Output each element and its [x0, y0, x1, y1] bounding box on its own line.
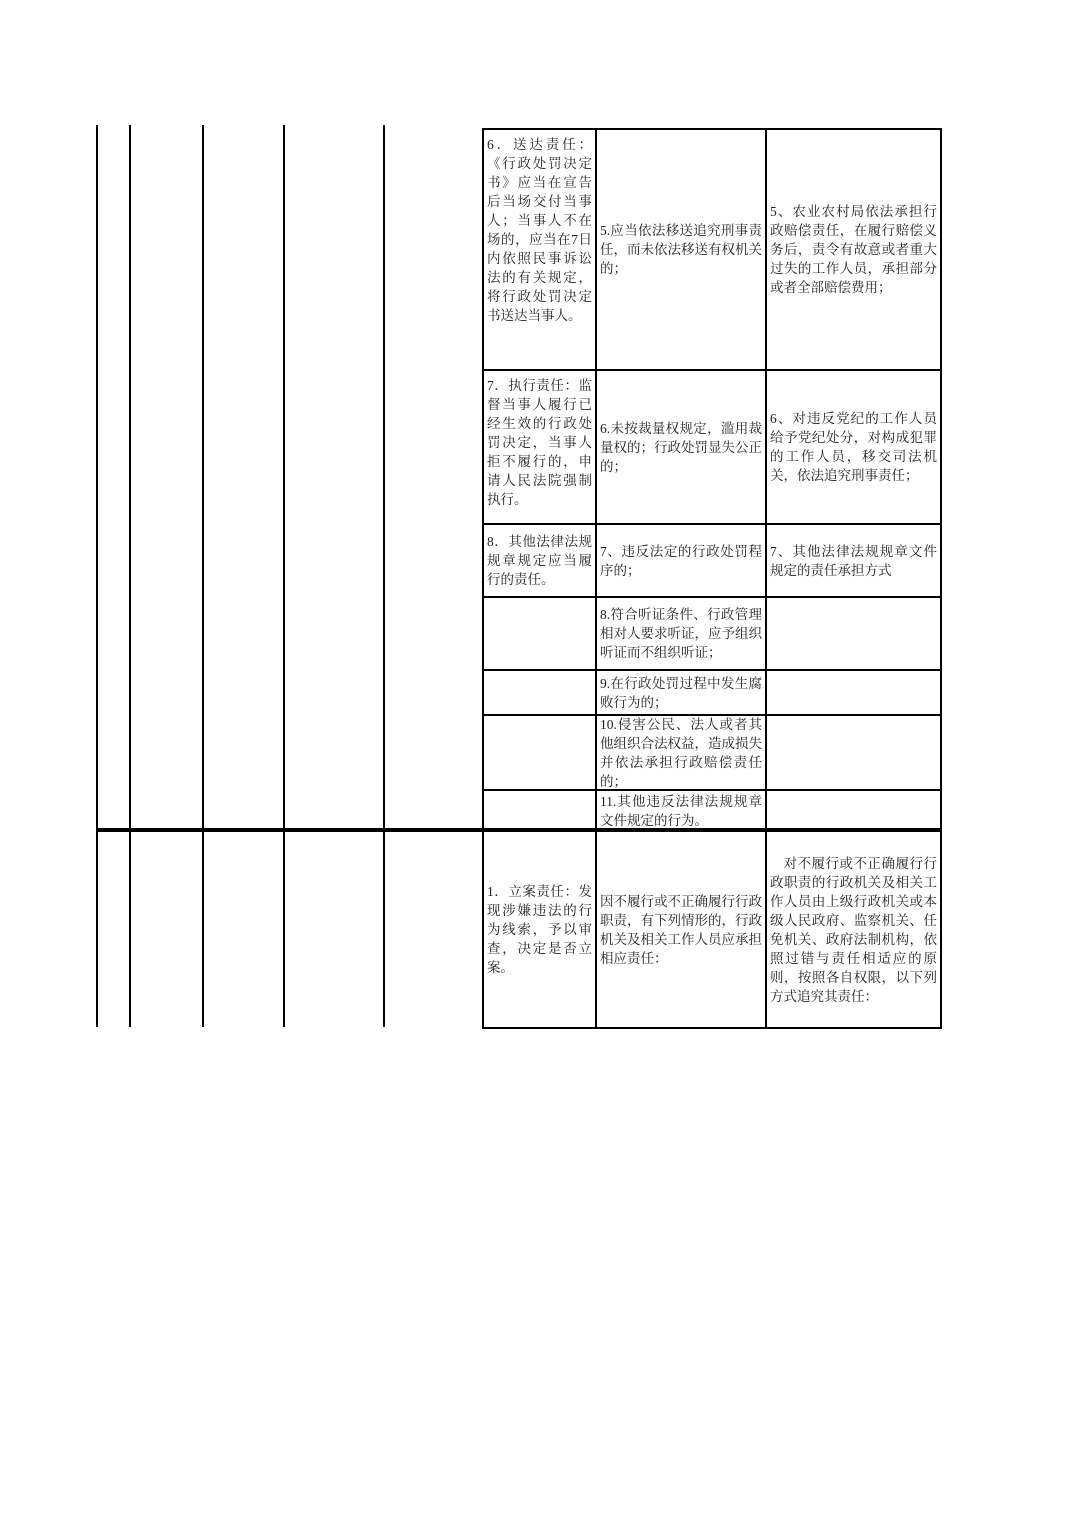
cell-r4-duty-empty: [482, 596, 597, 671]
cell-text: 6、对违反党纪的工作人员给予党纪处分，对构成犯罪的工作人员，移交司法机关，依法追究刑事责任；: [770, 411, 937, 483]
cell-r1-situation: [595, 128, 767, 371]
table-column-rule-1: [96, 125, 98, 1027]
table-column-rule-5: [383, 125, 385, 1027]
cell-r1-consequence: [765, 128, 942, 371]
cell-text: 7、其他法律法规规章文件规定的责任承担方式: [770, 543, 937, 578]
cell-r6-situation: [595, 714, 767, 791]
cell-r7-situation: [595, 789, 767, 832]
cell-r3-situation: [595, 523, 767, 598]
cell-r8-situation: [595, 830, 767, 1029]
cell-r3-duty: [482, 523, 597, 598]
cell-text: 6．送达责任：《行政处罚决定书》应当在宣告后当场交付当事人；当事人不在场的，应当在7日内依照民事诉讼法的有关规定，将行政处罚决定书送达当事人。: [487, 137, 592, 323]
table-column-rule-4: [283, 125, 285, 1027]
cell-text: 1．立案责任：发现涉嫌违法的行为线索，予以审查，决定是否立案。: [487, 884, 592, 975]
cell-r1-duty: [482, 128, 597, 371]
cell-text: 9.在行政处罚过程中发生腐败行为的；: [600, 675, 762, 710]
cell-r2-duty: [482, 369, 597, 525]
cell-r6-consequence-empty: [765, 714, 942, 791]
cell-text: 8．其他法律法规规章规定应当履行的责任。: [487, 534, 592, 587]
cell-r3-consequence: [765, 523, 942, 598]
cell-r6-duty-empty: [482, 714, 597, 791]
cell-text: 10.侵害公民、法人或者其他组织合法权益，造成损失并依法承担行政赔偿责任的；: [600, 716, 762, 789]
cell-r2-situation: [595, 369, 767, 525]
cell-text: 7．执行责任：监督当事人履行已经生效的行政处罚决定，当事人拒不履行的，申请人民法院强制执行。: [487, 378, 592, 507]
cell-text: 6.未按裁量权规定，滥用裁量权的；行政处罚显失公正的；: [600, 420, 762, 474]
cell-text: 因不履行或不正确履行行政职责，有下列情形的，行政机关及相关工作人员应承担相应责任：: [600, 893, 762, 966]
table-column-rule-2: [129, 125, 131, 1027]
cell-text: 11.其他违反法律法规规章文件规定的行为。: [600, 793, 762, 828]
cell-r2-consequence: [765, 369, 942, 525]
cell-text: 对不履行或不正确履行行政职责的行政机关及相关工作人员由上级行政机关或本级人民政府、监察机关、任免机关、政府法制机构，依照过错与责任相适应的原则，按照各自权限，以下列方式追究其责任：: [770, 855, 937, 1004]
cell-r7-consequence-empty: [765, 789, 942, 832]
cell-r5-situation: [595, 669, 767, 716]
cell-text: 5.应当依法移送追究刑事责任，而未依法移送有权机关的；: [600, 223, 762, 276]
cell-r5-duty-empty: [482, 669, 597, 716]
table-column-rule-3: [202, 125, 204, 1027]
row-group-separator: [96, 828, 940, 832]
cell-text: 8.符合听证条件、行政管理相对人要求听证，应予组织听证而不组织听证；: [600, 607, 762, 660]
cell-r8-consequence: [765, 830, 942, 1029]
cell-r7-duty-empty: [482, 789, 597, 832]
cell-r4-situation: [595, 596, 767, 671]
responsibility-table: [96, 125, 940, 1027]
cell-r8-duty: [482, 830, 597, 1029]
cell-text: 5、农业农村局依法承担行政赔偿责任，在履行赔偿义务后，责令有故意或者重大过失的工作人员，承担部分或者全部赔偿费用；: [770, 204, 937, 295]
cell-r5-consequence-empty: [765, 669, 942, 716]
cell-text: 7、违反法定的行政处罚程序的；: [600, 543, 762, 578]
cell-r4-consequence-empty: [765, 596, 942, 671]
